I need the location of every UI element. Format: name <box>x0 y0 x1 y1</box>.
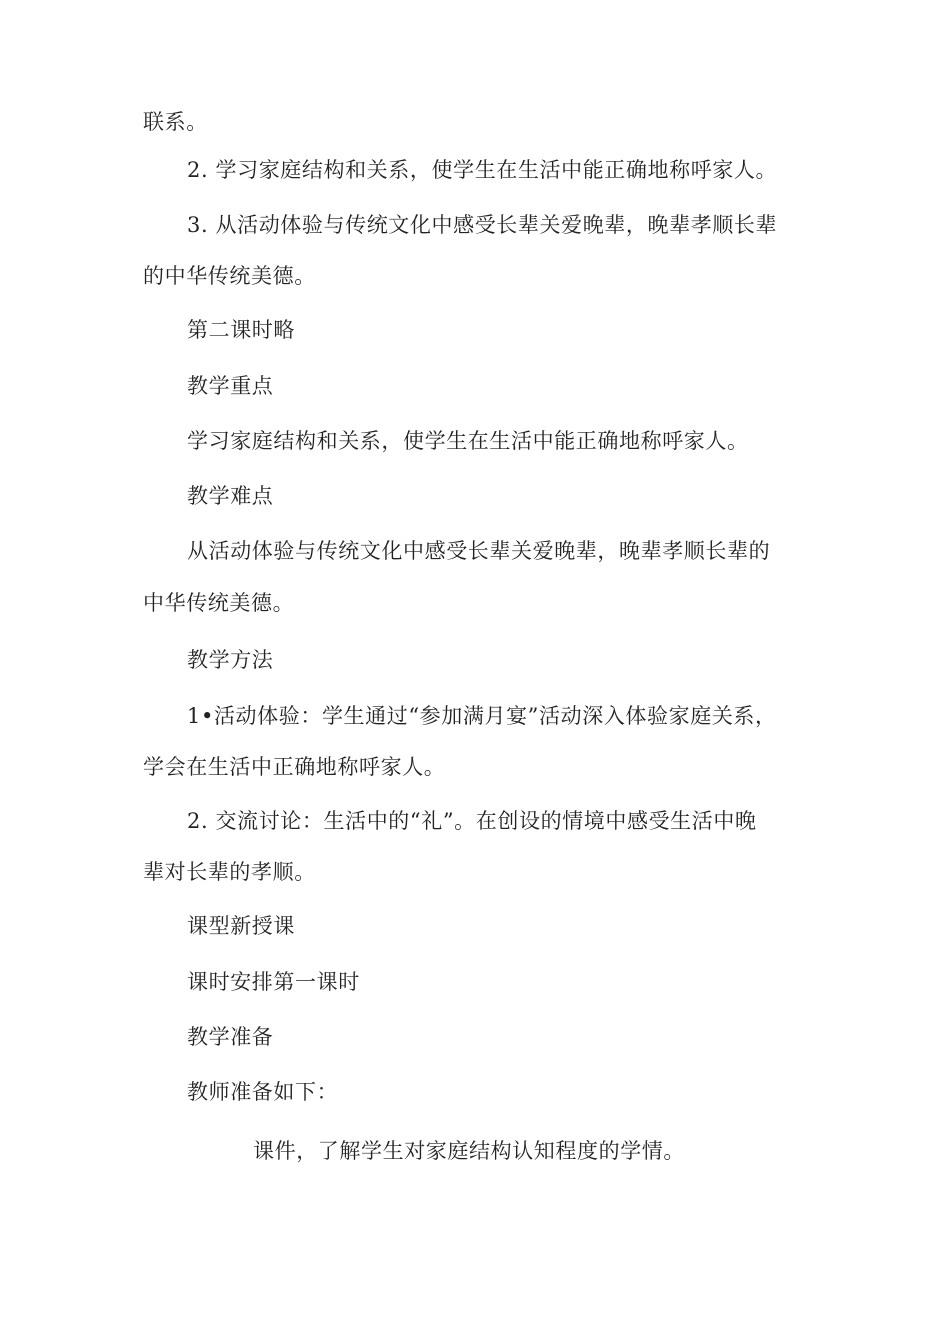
method-2-line-1: 2. 交流讨论：生活中的“礼”。在创设的情境中感受生活中晚 <box>187 809 757 833</box>
method-2-line-2: 辈对长辈的孝顺。 <box>143 860 316 884</box>
objective-2: 2. 学习家庭结构和关系，使学生在生活中能正确地称呼家人。 <box>187 158 778 182</box>
preparation-item: 课件，了解学生对家庭结构认知程度的学情。 <box>253 1139 685 1163</box>
paragraph-continuation: 联系。 <box>143 110 208 134</box>
objective-3-line-1: 3. 从活动体验与传统文化中感受长辈关爱晚辈，晚辈孝顺长辈 <box>187 213 778 237</box>
heading-difficulties: 教学难点 <box>187 484 274 508</box>
method-1-line-1: 1•活动体验：学生通过“参加满月宴”活动深入体验家庭关系， <box>187 704 777 728</box>
difficulties-line-1: 从活动体验与传统文化中感受长辈关爱晚辈，晚辈孝顺长辈的 <box>187 539 771 563</box>
method-1-line-2: 学会在生活中正确地称呼家人。 <box>143 755 446 779</box>
difficulties-line-2: 中华传统美德。 <box>143 591 295 615</box>
lesson-type: 课型新授课 <box>187 914 295 938</box>
second-lesson-note: 第二课时略 <box>187 318 295 342</box>
heading-methods: 教学方法 <box>187 648 274 672</box>
heading-preparation: 教学准备 <box>187 1025 274 1049</box>
key-points-text: 学习家庭结构和关系，使学生在生活中能正确地称呼家人。 <box>187 429 749 453</box>
objective-3-line-2: 的中华传统美德。 <box>143 264 316 288</box>
heading-key-points: 教学重点 <box>187 374 274 398</box>
teacher-preparation: 教师准备如下： <box>187 1080 339 1104</box>
lesson-schedule: 课时安排第一课时 <box>187 970 360 994</box>
